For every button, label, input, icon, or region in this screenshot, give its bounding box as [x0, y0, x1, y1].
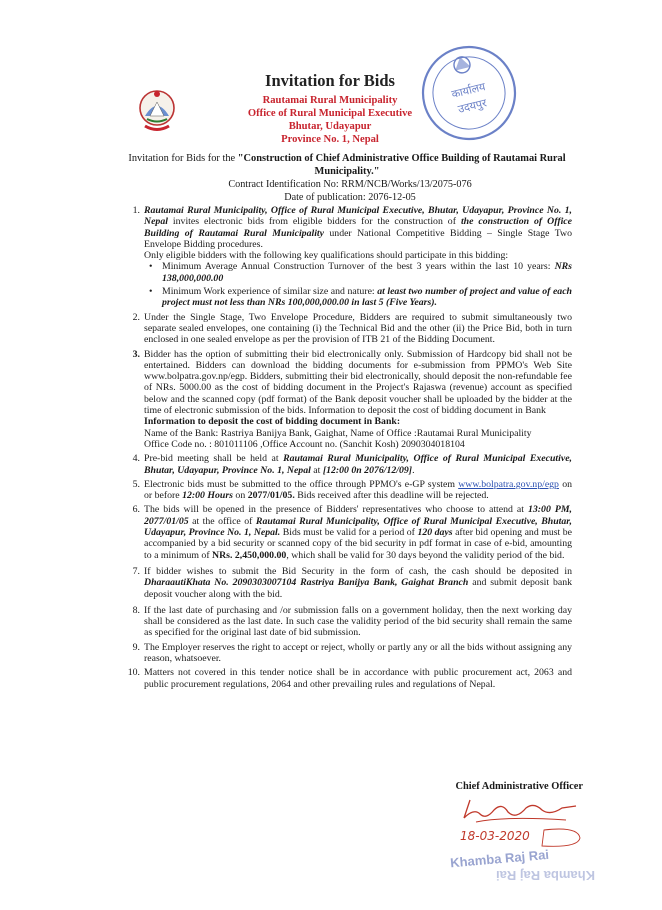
clause-5 [120, 479, 572, 502]
clause-2 [120, 312, 572, 346]
clause-number: 2. [132, 311, 140, 323]
clause-text: Bidder has the option of submitting their bid electronically only. Submission of Hardcopy bid shall not be entertained. Bidders can download the bidding documents for e-submission from PPMO's Web Site www.bolpatra.gov.np/egp. Bidders, submitting their bid electronically, should deposit the non-refundable fee of NRs. 5000.00 as the cost of bidding document in the Project's Rajaswa (revenue) account as specified below and the scanned copy (pdf format) of the Bank deposit voucher shall be uploaded by the bidder at the time of electronic submission of the bids. Information to deposit the cost of bidding document in Bank [144, 348, 572, 417]
clause-number: 7. [132, 565, 140, 577]
clause-text: The Employer reserves the right to accept or reject, wholly or partly any or all the bids without assigning any reason, whatsoever. [144, 641, 572, 664]
clause-3 [120, 349, 572, 451]
notice-body [120, 193, 572, 690]
intro-prefix: Invitation for Bids for the [128, 153, 238, 164]
bank-info-line: Office Code no. : 801011106 ,Office Account no. (Sanchit Kosh) 2090304018104 [144, 438, 465, 450]
intro-line [108, 153, 586, 178]
publication-date: Date of publication: 2076-12-05 [284, 192, 416, 203]
clause-text: Electronic bids must be submitted to the office through PPMO's e-GP system www.bolpatra.gov.np/egp on or before 12:00 Hours on 2077/01/05. Bids received after this deadline will be rejected. [144, 478, 572, 502]
clause-text: If the last date of purchasing and /or submission falls on a government holiday, then the next working day shall be considered as the last date. In such case the validity period of the bid security shall remain the same as specified for the original last date of bid submission. [144, 604, 572, 639]
bank-info-line: Name of the Bank: Rastriya Banijya Bank, Gaighat, Name of Office :Rautamai Rural Municipality [144, 427, 532, 439]
clause-number: 10. [127, 667, 140, 679]
clause-number: 4. [132, 453, 140, 465]
project-title: "Construction of Chief Administrative Office Building of Rautamai Rural Municipality." [237, 153, 566, 177]
nepal-emblem-icon [137, 86, 177, 134]
clause-8 [120, 605, 572, 639]
clause-text: Pre-bid meeting shall be held at Rautamai Rural Municipality, Office of Rural Municipal Executive, Bhutar, Udayapur, Province No. 1, Nepal at [12:00 0n 2076/12/09]. [144, 453, 572, 476]
clause-number: 6. [132, 504, 140, 516]
clause-text: Rautamai Rural Municipality, Office of Rural Municipal Executive, Bhutar, Udayapur, Province No. 1, Nepal invites electronic bids from eligible bidders for the construction of the construction of Office Building of Rautamai Rural Municipality under National Competitive Bidding – Single Stage Two Envelope Bidding procedures. [144, 205, 572, 250]
clause-text: If bidder wishes to submit the Bid Security in the form of cash, the cash should be deposited in DharaautiKhata No. 2090303007104 Rastriya Banijya Bank, Gaighat Branch and submit deposit bank deposit voucher along with the bid. [144, 565, 572, 600]
clause-number: 8. [132, 604, 140, 616]
egp-link[interactable]: www.bolpatra.gov.np/egp [458, 478, 559, 490]
seal-text-office: कार्यालय [450, 80, 487, 102]
name-stamp-mirrored: Khamba Raj Rai [496, 868, 595, 883]
clause-text: Matters not covered in this tender notice shall be in accordance with public procurement act, 2063 and public procurement regulations, 2064 and other prevailing rules and regulations of Nepal. [144, 667, 572, 690]
org-name: Rautamai Rural Municipality [262, 95, 398, 106]
clause-6 [120, 504, 572, 560]
qualification-intro: Only eligible bidders with the following key qualifications should participate in this bidding: [144, 250, 509, 262]
clause-number: 3. [132, 348, 140, 360]
bank-info-heading: Information to deposit the cost of bidding document in Bank: [144, 416, 401, 428]
clause-1 [120, 205, 572, 309]
office-name: Office of Rural Municipal Executive [247, 108, 413, 119]
clause-text: The bids will be opened in the presence of Bidders' representatives who choose to attend at 13:00 PM, 2077/01/05 at the office of Rautamai Rural Municipality, Office of Rural Municipal Executive, Bhutar, Udayapur, Province No. 1, Nepal. Bids must be valid for a period of 120 days after bid opening and must be accompanied by a bid security or scanned copy of the bid security in pdf format in case of e-bid, amounting to a minimum of NRs. 2,450,000.00, which shall be valid for 30 days beyond the validity period of the bid. [144, 504, 572, 561]
clause-10 [120, 667, 572, 690]
clause-number: 5. [132, 478, 140, 490]
clause-number: 1. [132, 205, 140, 216]
clause-4 [120, 453, 572, 476]
province: Province No. 1, Nepal [281, 134, 379, 145]
contract-id: Contract Identification No: RRM/NCB/Works/13/2075-076 [228, 179, 472, 190]
signatory-title: Chief Administrative Officer [455, 781, 583, 792]
seal-text-place: उदयपुर [456, 96, 488, 116]
clause-7 [120, 566, 572, 600]
name-stamp: Khamba Raj Rai [449, 846, 550, 871]
clause-number: 9. [132, 641, 140, 653]
qualification-experience: • Minimum Work experience of similar size and nature: at least two number of project and value of each project must not less than NRs 100,000,000.00 in last 5 (Five Years). [144, 286, 572, 309]
clause-9 [120, 642, 572, 665]
qualification-turnover: • Minimum Average Annual Construction Turnover of the best 3 years within the last 10 years: NRs 138,000,000.00 [144, 261, 572, 284]
office-address: Bhutar, Udayapur [288, 121, 372, 132]
document-title: Invitation for Bids [265, 71, 395, 90]
clause-text: Under the Single Stage, Two Envelope Procedure, Bidders are required to submit simultaneously two separate sealed envelopes, one containing (i) the Technical Bid and the other (ii) the Price Bid, both in turn enclosed in one sealed envelope as per the provision of ITB 21 of the Bidding Document. [144, 311, 572, 346]
signature-date: 18-03-2020 [460, 829, 530, 843]
